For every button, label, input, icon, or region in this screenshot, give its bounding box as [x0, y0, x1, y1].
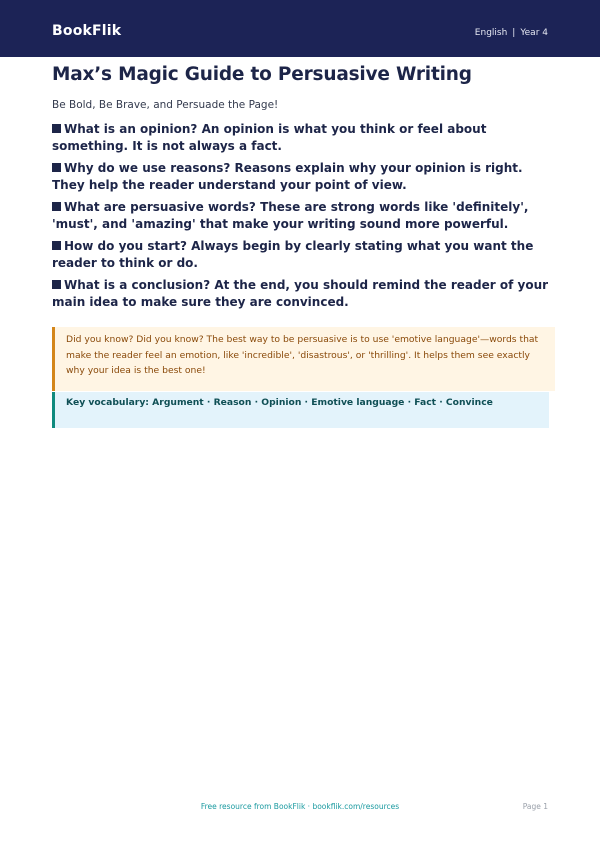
page-title: Max’s Magic Guide to Persuasive Writing — [52, 64, 472, 85]
square-bullet-icon — [52, 202, 61, 211]
brand-logo[interactable]: BookFlik — [52, 23, 122, 39]
qa-item — [52, 277, 552, 311]
key-vocabulary-box: Key vocabulary: Argument · Reason · Opinion · Emotive language · Fact · Convince — [52, 392, 549, 428]
meta-separator: | — [512, 28, 516, 38]
qa-text: What is an opinion? An opinion is what you think or feel about something. It is not always a fact. — [52, 122, 487, 153]
qa-text: What is a conclusion? At the end, you should remind the reader of your main idea to make sure they are convinced. — [52, 278, 549, 309]
year-label: Year 4 — [520, 28, 548, 38]
qa-text: How do you start? Always begin by clearly stating what you want the reader to think or do. — [52, 239, 534, 270]
square-bullet-icon — [52, 163, 61, 172]
qa-text: What are persuasive words? These are strong words like 'definitely', 'must', and 'amazing' that make your writing sound more powerful. — [52, 200, 529, 231]
square-bullet-icon — [52, 124, 61, 133]
qa-item — [52, 238, 552, 272]
square-bullet-icon — [52, 241, 61, 250]
qa-list — [52, 121, 552, 316]
qa-item — [52, 160, 552, 194]
page-number: Page 1 — [522, 802, 548, 811]
qa-item — [52, 199, 552, 233]
did-you-know-callout: Did you know? Did you know? The best way to be persuasive is to use 'emotive language'—words that make the reader feel an emotion, like 'incredible', 'disastrous', or 'thrilling'. It helps them see exactly why your idea is the best one! — [52, 327, 555, 391]
square-bullet-icon — [52, 280, 61, 289]
header-meta — [475, 28, 548, 38]
header-bar — [0, 0, 600, 57]
subject-label: English — [474, 28, 508, 38]
qa-text: Why do we use reasons? Reasons explain why your opinion is right. They help the reader understand your point of view. — [52, 161, 523, 192]
qa-item — [52, 121, 552, 155]
footer-credit-link[interactable]: Free resource from BookFlik · bookflik.com/resources — [200, 802, 400, 811]
page-subtitle: Be Bold, Be Brave, and Persuade the Page! — [52, 99, 279, 111]
